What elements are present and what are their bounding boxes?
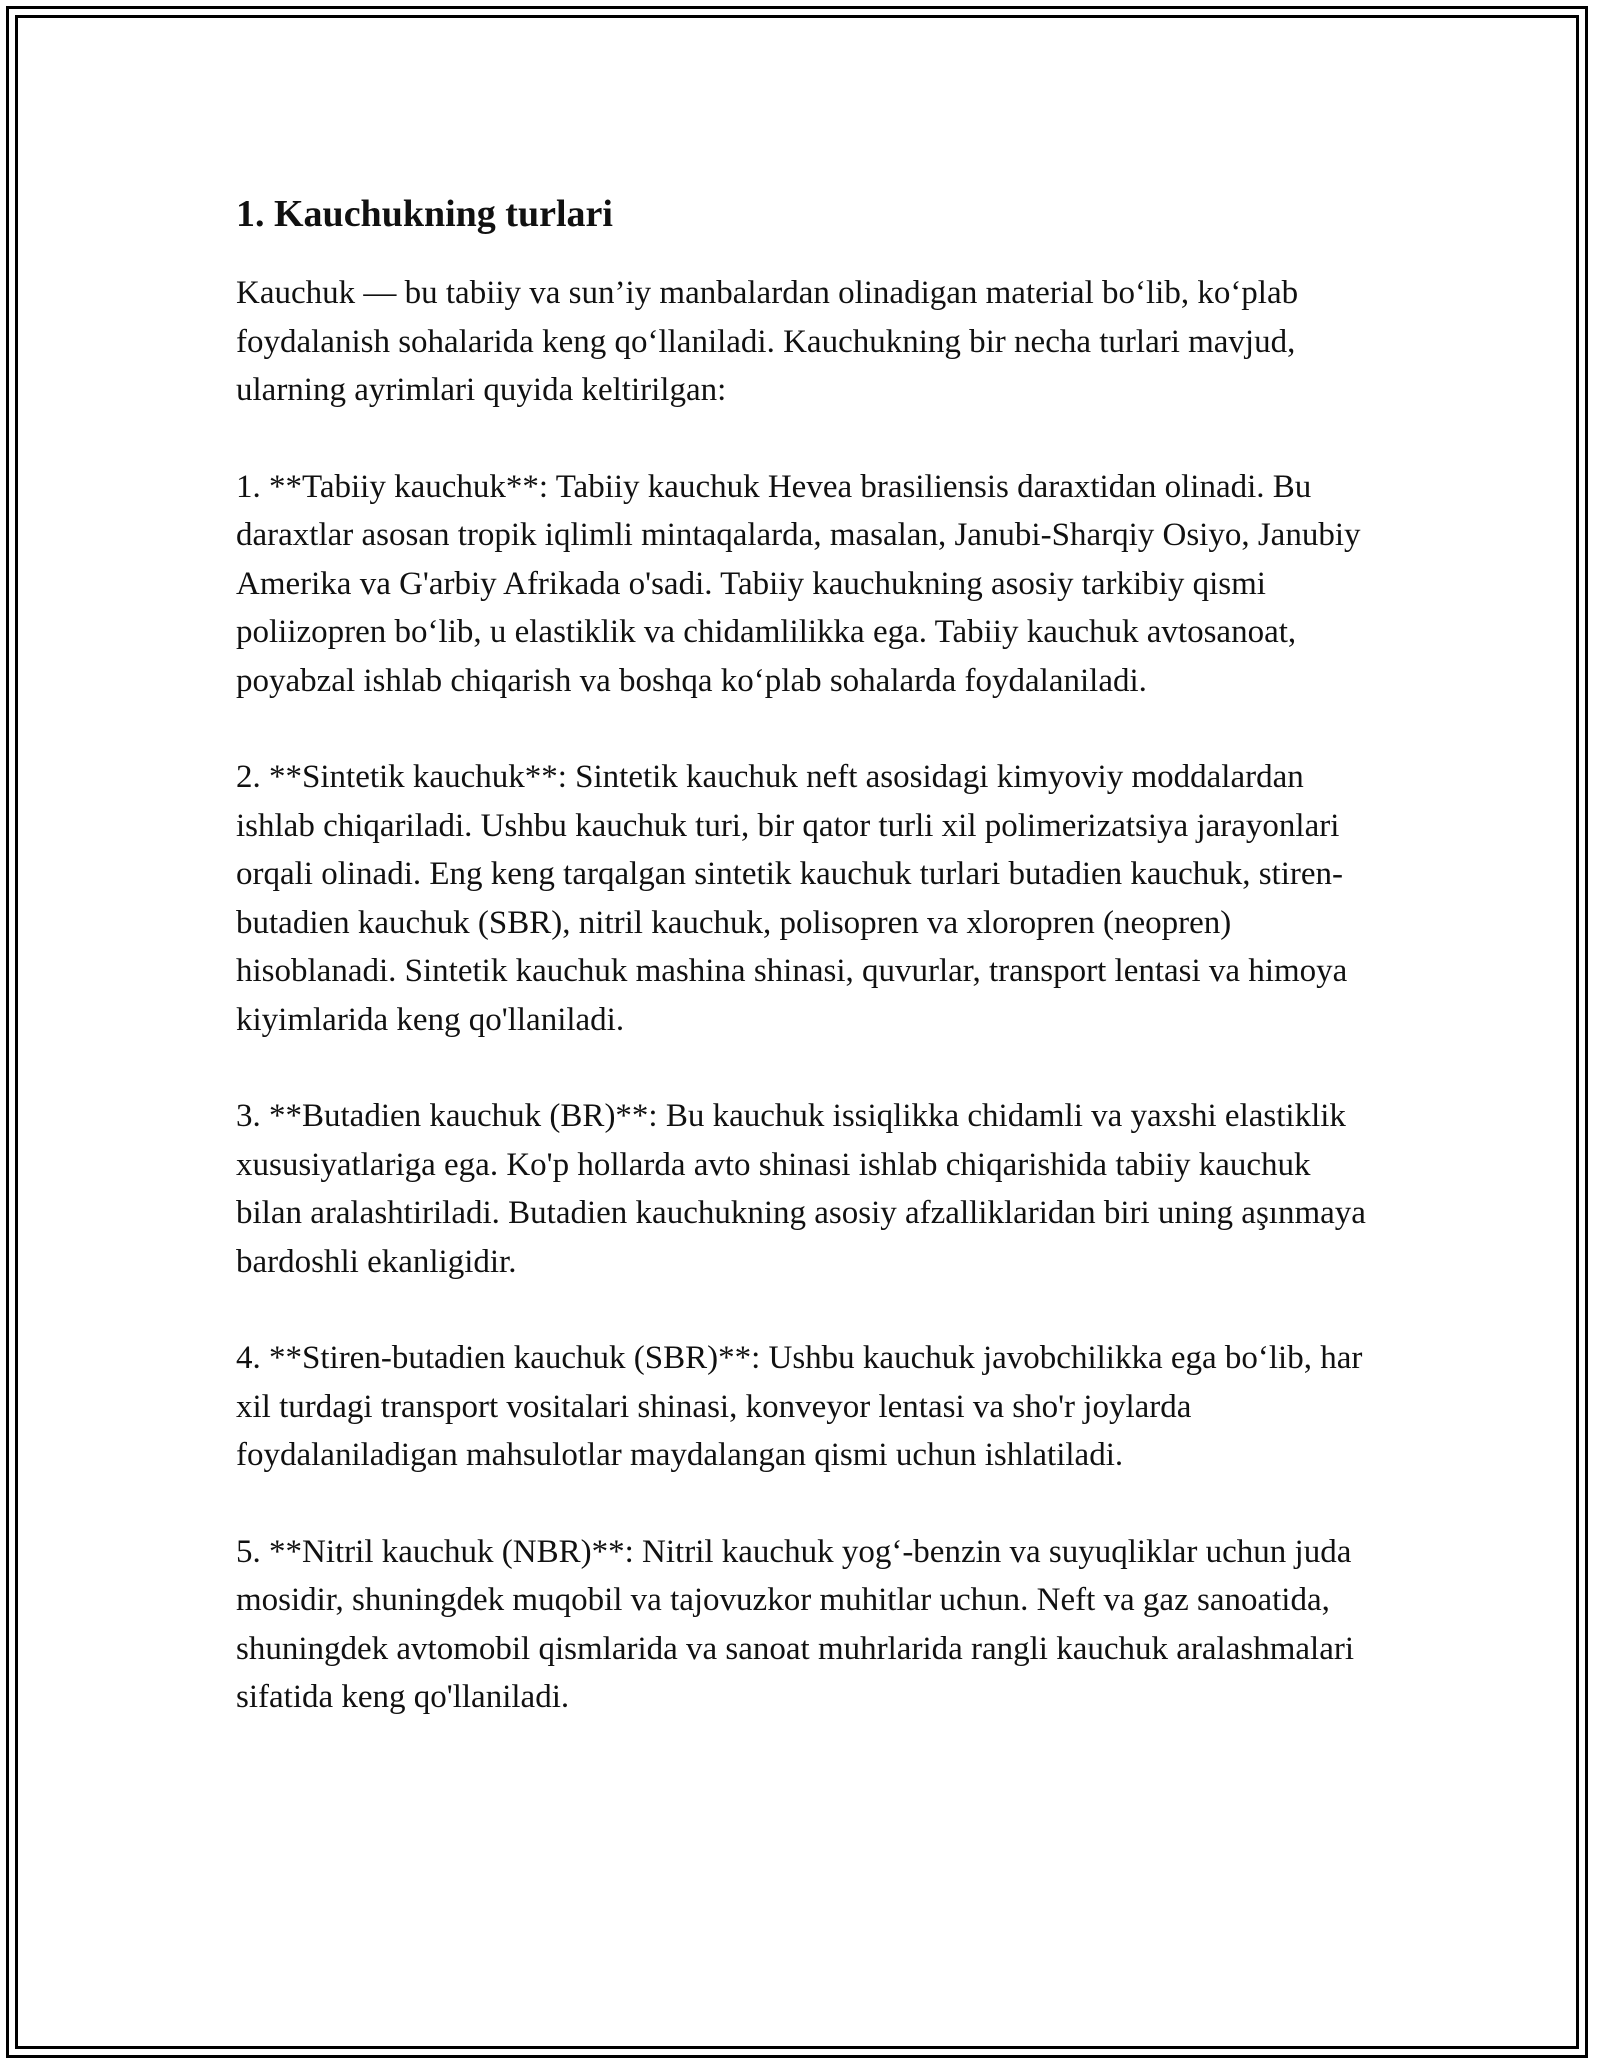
section-heading: 1. Kauchukning turlari xyxy=(236,193,613,235)
item-nitrile-rubber: 5. **Nitril kauchuk (NBR)**: Nitril kauchuk yog‘-benzin va suyuqliklar uchun juda mosidir, shuningdek muqobil va tajovuzkor muhitlar uchun. Neft va gaz sanoatida, shuningdek avtomobil qismlarida va sanoat muhrlarida rangli kauchuk aralashmalari sifatida keng qo'llaniladi. xyxy=(236,1533,1355,1715)
item-styrene-butadiene-rubber: 4. **Stiren-butadien kauchuk (SBR)**: Ushbu kauchuk javobchilikka ega bo‘lib, har xil turdagi transport vositalari shinasi, konveyor lentasi va sho'r joylarda foydalaniladigan mahsulotlar maydalangan qismi uchun ishlatiladi. xyxy=(236,1340,1363,1473)
item-synthetic-rubber: 2. **Sintetik kauchuk**: Sintetik kauchuk neft asosidagi kimyoviy moddalardan ishlab chiqariladi. Ushbu kauchuk turi, bir qator turli xil polimerizatsiya jarayonlari orqali olinadi. Eng keng tarqalgan sintetik kauchuk turlari butadien kauchuk, stiren-butadien kauchuk (SBR), nitril kauchuk, polisopren va xloropren (neopren) hisoblanadi. Sintetik kauchuk mashina shinasi, quvurlar, transport lentasi va himoya kiyimlarida keng qo'llaniladi. xyxy=(236,759,1348,1038)
item-butadiene-rubber: 3. **Butadien kauchuk (BR)**: Bu kauchuk issiqlikka chidamli va yaxshi elastiklik xususiyatlariga ega. Ko'p hollarda avto shinasi ishlab chiqarishida tabiiy kauchuk bilan aralashtiriladi. Butadien kauchukning asosiy afzalliklaridan biri uning aşınmaya bardoshli ekanligidir. xyxy=(236,1098,1366,1280)
document-body xyxy=(236,185,1376,1770)
item-natural-rubber: 1. **Tabiiy kauchuk**: Tabiiy kauchuk Hevea brasiliensis daraxtidan olinadi. Bu daraxtlar asosan tropik iqlimli mintaqalarda, masalan, Janubi-Sharqiy Osiyo, Janubiy Amerika va G'arbiy Afrikada o'sadi. Tabiiy kauchukning asosiy tarkibiy qismi poliizopren bo‘lib, u elastiklik va chidamlilikka ega. Tabiiy kauchuk avtosanoat, poyabzal ishlab chiqarish va boshqa ko‘plab sohalarda foydalaniladi. xyxy=(236,468,1361,699)
intro-paragraph: Kauchuk — bu tabiiy va sun’iy manbalardan olinadigan material bo‘lib, ko‘plab foydalanish sohalarida keng qo‘llaniladi. Kauchukning bir necha turlari mavjud, ularning ayrimlari quyida keltirilgan: xyxy=(236,275,1299,408)
